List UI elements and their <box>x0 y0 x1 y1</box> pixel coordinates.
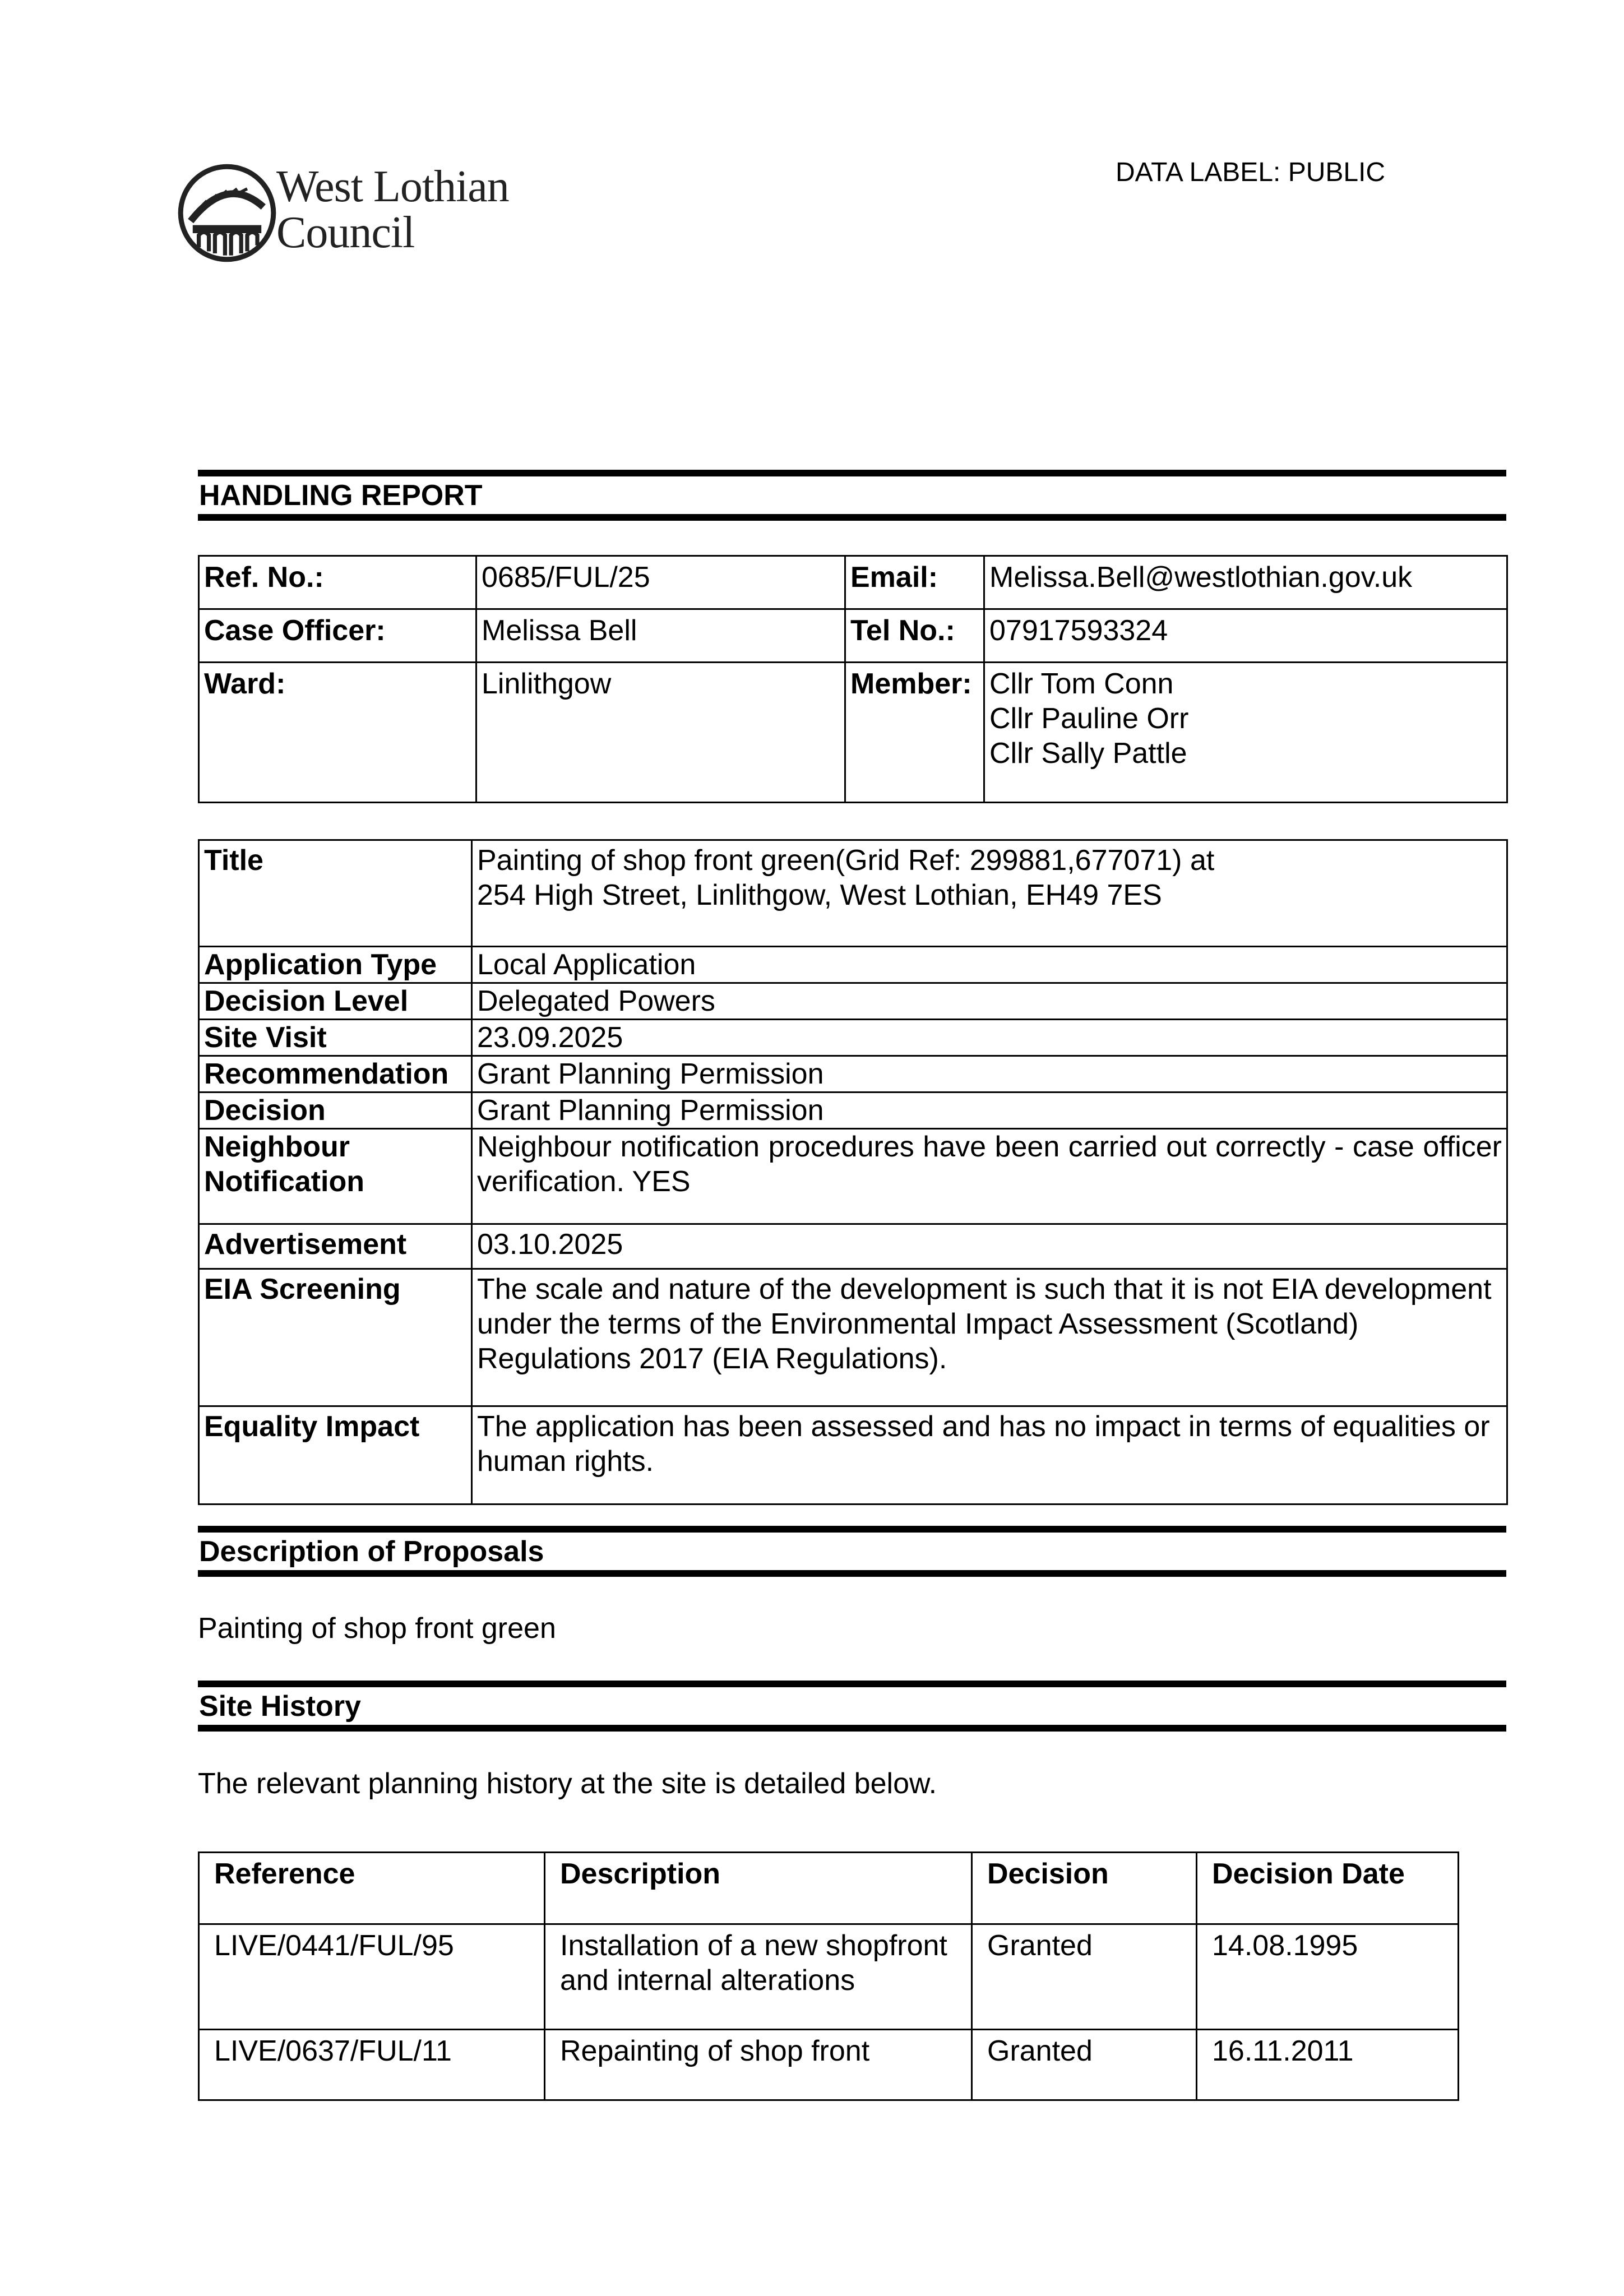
decision-level-value: Delegated Powers <box>472 983 1507 1020</box>
table-row <box>199 556 1507 609</box>
recommendation-label: Recommendation <box>199 1056 472 1093</box>
table-row <box>199 1224 1507 1269</box>
decision-label: Decision <box>199 1093 472 1129</box>
history-reference: LIVE/0637/FUL/11 <box>199 2030 545 2100</box>
site-visit-label: Site Visit <box>199 1020 472 1056</box>
tel-label: Tel No.: <box>845 609 984 663</box>
decision-value: Grant Planning Permission <box>472 1093 1507 1129</box>
member-list <box>984 663 1507 803</box>
case-officer-value: Melissa Bell <box>476 609 845 663</box>
advertisement-label: Advertisement <box>199 1224 472 1269</box>
history-decision: Granted <box>972 2030 1197 2100</box>
table-row <box>199 983 1507 1020</box>
member-name: Cllr Tom Conn <box>989 668 1174 700</box>
table-row <box>199 1924 1459 2030</box>
site-history-table <box>198 1851 1459 2101</box>
table-row <box>199 1269 1507 1406</box>
neighbour-notification-label: Neighbour Notification <box>199 1129 472 1224</box>
member-label: Member: <box>845 663 984 803</box>
officer-details-table <box>198 555 1508 803</box>
table-row <box>199 663 1507 803</box>
logo-wordmark: West Lothian Council <box>276 162 509 257</box>
email-value[interactable]: Melissa.Bell@westlothian.gov.uk <box>984 556 1507 609</box>
application-type-value: Local Application <box>472 947 1507 983</box>
eia-screening-value: The scale and nature of the development is such that it is not EIA development under the terms of the Environmental Impact Assessment (Scotland) Regulations 2017 (EIA Regulations). <box>472 1269 1507 1406</box>
table-header-row <box>199 1853 1459 1924</box>
table-row <box>199 609 1507 663</box>
title-label: Title <box>199 840 472 947</box>
site-visit-value: 23.09.2025 <box>472 1020 1507 1056</box>
table-row <box>199 840 1507 947</box>
ref-value: 0685/FUL/25 <box>476 556 845 609</box>
proposals-heading: Description of Proposals <box>198 1526 1506 1577</box>
report-title: HANDLING REPORT <box>198 470 1506 521</box>
column-header: Decision Date <box>1197 1853 1459 1924</box>
table-row <box>199 1056 1507 1093</box>
table-row <box>199 1406 1507 1505</box>
column-header: Description <box>545 1853 972 1924</box>
neighbour-notification-value: Neighbour notification procedures have been carried out correctly - case officer verification. YES <box>472 1129 1507 1224</box>
history-decision: Granted <box>972 1924 1197 2030</box>
history-description: Installation of a new shopfront and internal alterations <box>545 1924 972 2030</box>
history-decision-date: 14.08.1995 <box>1197 1924 1459 2030</box>
column-header: Decision <box>972 1853 1197 1924</box>
recommendation-value: Grant Planning Permission <box>472 1056 1507 1093</box>
case-officer-label: Case Officer: <box>199 609 476 663</box>
ward-value: Linlithgow <box>476 663 845 803</box>
history-description: Repainting of shop front <box>545 2030 972 2100</box>
site-history-heading: Site History <box>198 1681 1506 1732</box>
application-type-label: Application Type <box>199 947 472 983</box>
ward-label: Ward: <box>199 663 476 803</box>
member-name: Cllr Sally Pattle <box>989 737 1187 770</box>
title-value: Painting of shop front green(Grid Ref: 299881,677071) at 254 High Street, Linlithgow, West Lothian, EH49 7ES <box>472 840 1507 947</box>
table-row <box>199 947 1507 983</box>
eia-screening-label: EIA Screening <box>199 1269 472 1406</box>
table-row <box>199 1129 1507 1224</box>
member-name: Cllr Pauline Orr <box>989 702 1189 735</box>
equality-impact-label: Equality Impact <box>199 1406 472 1505</box>
advertisement-value: 03.10.2025 <box>472 1224 1507 1269</box>
history-decision-date: 16.11.2011 <box>1197 2030 1459 2100</box>
email-label: Email: <box>845 556 984 609</box>
council-logo <box>177 163 558 269</box>
column-header: Reference <box>199 1853 545 1924</box>
tel-value: 07917593324 <box>984 609 1507 663</box>
table-row <box>199 1020 1507 1056</box>
proposals-text: Painting of shop front green <box>198 1612 556 1645</box>
ref-label: Ref. No.: <box>199 556 476 609</box>
data-label: DATA LABEL: PUBLIC <box>1116 158 1386 187</box>
application-details-table <box>198 839 1508 1505</box>
history-reference: LIVE/0441/FUL/95 <box>199 1924 545 2030</box>
site-history-intro: The relevant planning history at the site is detailed below. <box>198 1767 937 1800</box>
table-row <box>199 2030 1459 2100</box>
equality-impact-value: The application has been assessed and has no impact in terms of equalities or human rights. <box>472 1406 1507 1505</box>
table-row <box>199 1093 1507 1129</box>
viaduct-emblem-icon <box>177 163 277 263</box>
decision-level-label: Decision Level <box>199 983 472 1020</box>
